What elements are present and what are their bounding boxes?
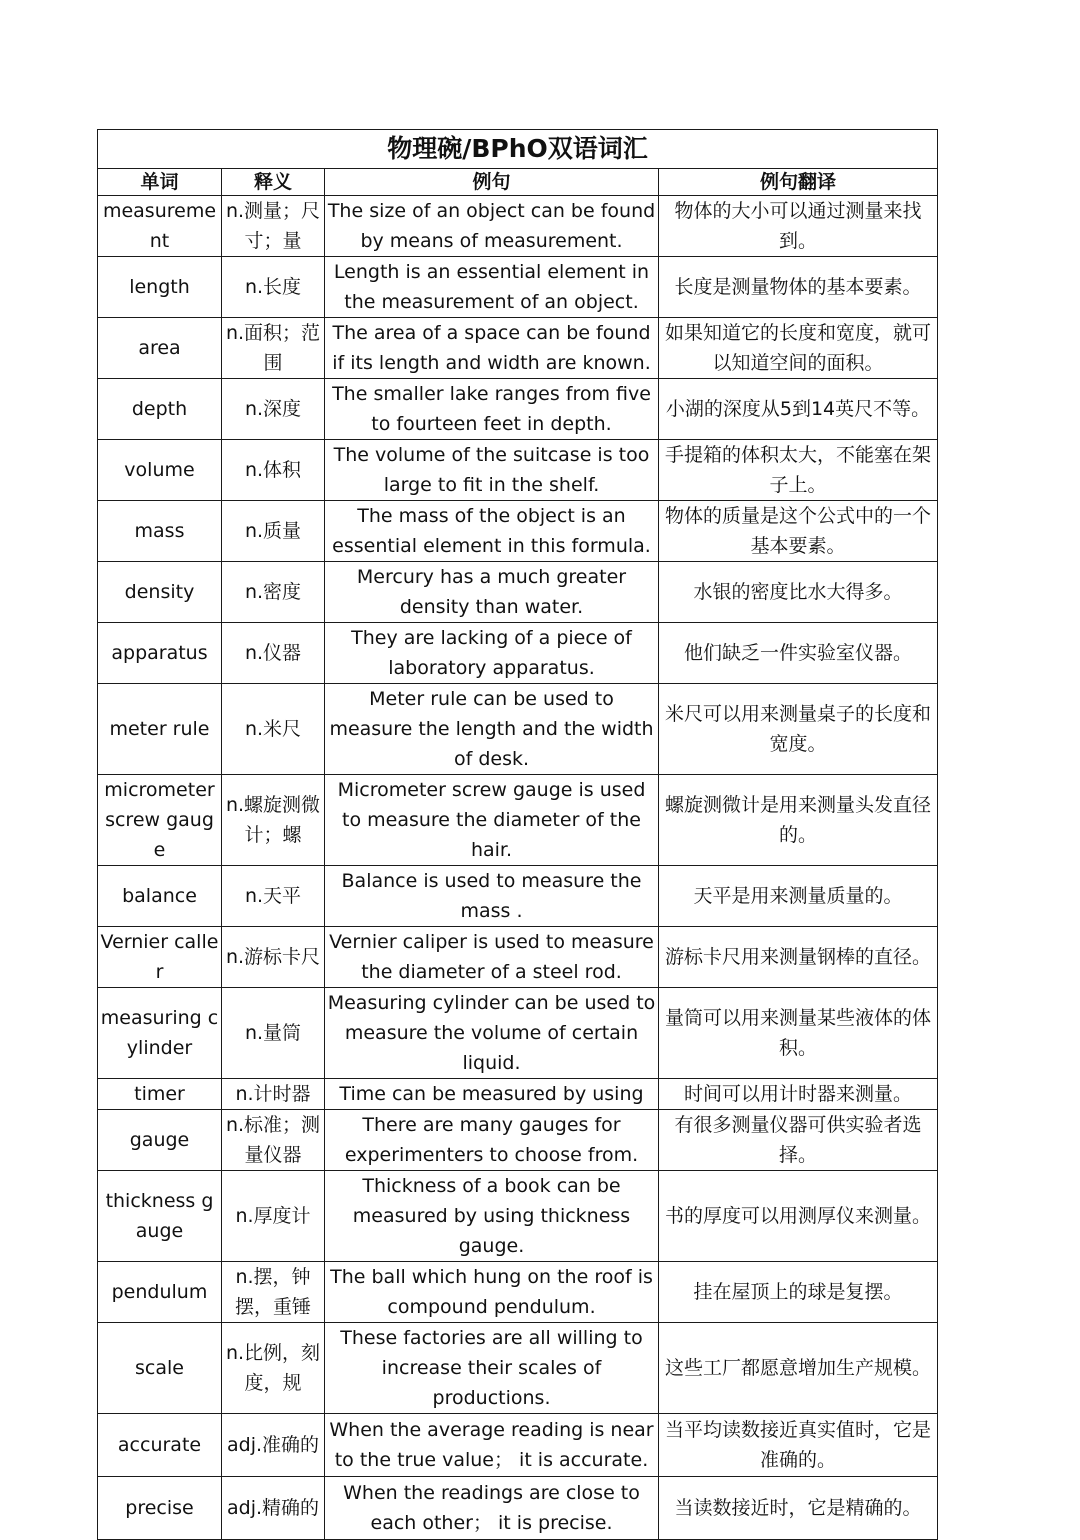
translation-cell: 游标卡尺用来测量钢棒的直径。 (659, 927, 938, 988)
translation-cell: 量筒可以用来测量某些液体的体积。 (659, 988, 938, 1079)
example-cell: The volume of the suitcase is too large to fit in the shelf. (325, 440, 659, 501)
word-cell: area (98, 318, 222, 379)
table-row (98, 1414, 938, 1477)
table-row (98, 318, 938, 379)
word-cell: meter rule (98, 684, 222, 775)
word-cell: thickness gauge (98, 1171, 222, 1262)
table-row (98, 988, 938, 1079)
meaning-cell: n.体积 (222, 440, 325, 501)
translation-cell: 水银的密度比水大得多。 (659, 562, 938, 623)
meaning-cell: n.标准；测量仪器 (222, 1110, 325, 1171)
header-word: 单词 (98, 169, 222, 196)
meaning-cell: n.螺旋测微计；螺 (222, 775, 325, 866)
table-row (98, 623, 938, 684)
meaning-cell: n.质量 (222, 501, 325, 562)
word-cell: Vernier caller (98, 927, 222, 988)
meaning-cell: n.量筒 (222, 988, 325, 1079)
word-cell: micrometer screw gauge (98, 775, 222, 866)
word-cell: precise (98, 1477, 222, 1540)
example-cell: Micrometer screw gauge is used to measure the diameter of the hair. (325, 775, 659, 866)
translation-cell: 当平均读数接近真实值时，它是准确的。 (659, 1414, 938, 1477)
translation-cell: 挂在屋顶上的球是复摆。 (659, 1262, 938, 1323)
example-cell: Mercury has a much greater density than water. (325, 562, 659, 623)
translation-cell: 长度是测量物体的基本要素。 (659, 257, 938, 318)
example-cell: The mass of the object is an essential element in this formula. (325, 501, 659, 562)
table-row (98, 1323, 938, 1414)
example-cell: The size of an object can be found by means of measurement. (325, 196, 659, 257)
translation-cell: 小湖的深度从5到14英尺不等。 (659, 379, 938, 440)
word-cell: scale (98, 1323, 222, 1414)
table-row (98, 257, 938, 318)
word-cell: measuring cylinder (98, 988, 222, 1079)
word-cell: apparatus (98, 623, 222, 684)
table-row (98, 927, 938, 988)
table-row (98, 1262, 938, 1323)
example-cell: The area of a space can be found if its length and width are known. (325, 318, 659, 379)
example-cell: They are lacking of a piece of laboratory apparatus. (325, 623, 659, 684)
word-cell: density (98, 562, 222, 623)
word-cell: accurate (98, 1414, 222, 1477)
table-row (98, 775, 938, 866)
table-row (98, 866, 938, 927)
example-cell: When the readings are close to each other； it is precise. (325, 1477, 659, 1540)
header-translation: 例句翻译 (659, 169, 938, 196)
table-row (98, 1477, 938, 1540)
word-cell: gauge (98, 1110, 222, 1171)
table-row (98, 1171, 938, 1262)
word-cell: pendulum (98, 1262, 222, 1323)
translation-cell: 有很多测量仪器可供实验者选择。 (659, 1110, 938, 1171)
example-cell: Vernier caliper is used to measure the diameter of a steel rod. (325, 927, 659, 988)
translation-cell: 天平是用来测量质量的。 (659, 866, 938, 927)
meaning-cell: n.深度 (222, 379, 325, 440)
table-body (98, 196, 938, 1540)
meaning-cell: n.厚度计 (222, 1171, 325, 1262)
meaning-cell: n.测量；尺寸；量 (222, 196, 325, 257)
header-example: 例句 (325, 169, 659, 196)
table-row (98, 1110, 938, 1171)
vocabulary-table (97, 129, 938, 1540)
translation-cell: 螺旋测微计是用来测量头发直径的。 (659, 775, 938, 866)
table-title: 物理碗/BPhO双语词汇 (98, 130, 938, 169)
table-row (98, 501, 938, 562)
example-cell: Time can be measured by using (325, 1079, 659, 1110)
translation-cell: 物体的大小可以通过测量来找到。 (659, 196, 938, 257)
translation-cell: 他们缺乏一件实验室仪器。 (659, 623, 938, 684)
meaning-cell: n.面积；范围 (222, 318, 325, 379)
example-cell: When the average reading is near to the true value； it is accurate. (325, 1414, 659, 1477)
example-cell: The ball which hung on the roof is compound pendulum. (325, 1262, 659, 1323)
example-cell: Measuring cylinder can be used to measure the volume of certain liquid. (325, 988, 659, 1079)
meaning-cell: n.游标卡尺 (222, 927, 325, 988)
translation-cell: 手提箱的体积太大，不能塞在架子上。 (659, 440, 938, 501)
translation-cell: 如果知道它的长度和宽度，就可以知道空间的面积。 (659, 318, 938, 379)
translation-cell: 书的厚度可以用测厚仪来测量。 (659, 1171, 938, 1262)
translation-cell: 这些工厂都愿意增加生产规模。 (659, 1323, 938, 1414)
meaning-cell: adj.精确的 (222, 1477, 325, 1540)
example-cell: Length is an essential element in the measurement of an object. (325, 257, 659, 318)
table-row (98, 440, 938, 501)
word-cell: timer (98, 1079, 222, 1110)
meaning-cell: n.米尺 (222, 684, 325, 775)
table-row (98, 684, 938, 775)
word-cell: depth (98, 379, 222, 440)
table-row (98, 379, 938, 440)
meaning-cell: n.摆，钟摆，重锤 (222, 1262, 325, 1323)
meaning-cell: n.仪器 (222, 623, 325, 684)
translation-cell: 米尺可以用来测量桌子的长度和宽度。 (659, 684, 938, 775)
example-cell: Meter rule can be used to measure the length and the width of desk. (325, 684, 659, 775)
example-cell: Thickness of a book can be measured by using thickness gauge. (325, 1171, 659, 1262)
word-cell: measurement (98, 196, 222, 257)
word-cell: mass (98, 501, 222, 562)
word-cell: balance (98, 866, 222, 927)
header-row (98, 169, 938, 196)
table-row (98, 196, 938, 257)
translation-cell: 时间可以用计时器来测量。 (659, 1079, 938, 1110)
meaning-cell: n.天平 (222, 866, 325, 927)
word-cell: volume (98, 440, 222, 501)
meaning-cell: n.长度 (222, 257, 325, 318)
example-cell: There are many gauges for experimenters to choose from. (325, 1110, 659, 1171)
example-cell: The smaller lake ranges from five to fourteen feet in depth. (325, 379, 659, 440)
meaning-cell: n.计时器 (222, 1079, 325, 1110)
translation-cell: 当读数接近时，它是精确的。 (659, 1477, 938, 1540)
word-cell: length (98, 257, 222, 318)
table-row (98, 562, 938, 623)
translation-cell: 物体的质量是这个公式中的一个基本要素。 (659, 501, 938, 562)
meaning-cell: adj.准确的 (222, 1414, 325, 1477)
example-cell: These factories are all willing to increase their scales of productions. (325, 1323, 659, 1414)
meaning-cell: n.密度 (222, 562, 325, 623)
meaning-cell: n.比例，刻度，规 (222, 1323, 325, 1414)
example-cell: Balance is used to measure the mass . (325, 866, 659, 927)
header-meaning: 释义 (222, 169, 325, 196)
table-row (98, 1079, 938, 1110)
